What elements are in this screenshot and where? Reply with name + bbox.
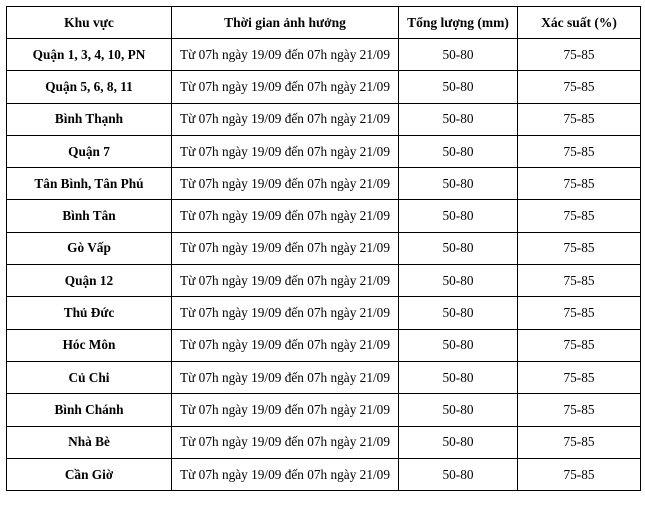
- rainfall-forecast-sheet: [6, 6, 640, 494]
- cell-total-rainfall: 50-80: [399, 297, 518, 329]
- table-row: [7, 329, 641, 361]
- cell-probability: 75-85: [518, 426, 641, 458]
- cell-total-rainfall: 50-80: [399, 426, 518, 458]
- cell-time-range: Từ 07h ngày 19/09 đến 07h ngày 21/09: [172, 297, 399, 329]
- cell-probability: 75-85: [518, 135, 641, 167]
- table-row: [7, 297, 641, 329]
- cell-time-range: Từ 07h ngày 19/09 đến 07h ngày 21/09: [172, 361, 399, 393]
- cell-area: Củ Chi: [7, 361, 172, 393]
- table-row: [7, 361, 641, 393]
- cell-total-rainfall: 50-80: [399, 168, 518, 200]
- table-body: [7, 39, 641, 491]
- cell-time-range: Từ 07h ngày 19/09 đến 07h ngày 21/09: [172, 168, 399, 200]
- cell-total-rainfall: 50-80: [399, 135, 518, 167]
- cell-time-range: Từ 07h ngày 19/09 đến 07h ngày 21/09: [172, 232, 399, 264]
- header-area: Khu vực: [7, 7, 172, 39]
- cell-area: Tân Bình, Tân Phú: [7, 168, 172, 200]
- cell-area: Thủ Đức: [7, 297, 172, 329]
- cell-total-rainfall: 50-80: [399, 71, 518, 103]
- cell-area: Quận 12: [7, 265, 172, 297]
- cell-total-rainfall: 50-80: [399, 361, 518, 393]
- header-probability: Xác suất (%): [518, 7, 641, 39]
- cell-total-rainfall: 50-80: [399, 394, 518, 426]
- cell-area: Bình Chánh: [7, 394, 172, 426]
- cell-probability: 75-85: [518, 458, 641, 490]
- cell-probability: 75-85: [518, 232, 641, 264]
- cell-total-rainfall: 50-80: [399, 458, 518, 490]
- table-row: [7, 265, 641, 297]
- rainfall-forecast-table: [6, 6, 641, 491]
- table-row: [7, 232, 641, 264]
- cell-time-range: Từ 07h ngày 19/09 đến 07h ngày 21/09: [172, 103, 399, 135]
- cell-time-range: Từ 07h ngày 19/09 đến 07h ngày 21/09: [172, 426, 399, 458]
- table-row: [7, 135, 641, 167]
- table-row: [7, 168, 641, 200]
- cell-time-range: Từ 07h ngày 19/09 đến 07h ngày 21/09: [172, 458, 399, 490]
- cell-total-rainfall: 50-80: [399, 200, 518, 232]
- table-row: [7, 71, 641, 103]
- cell-total-rainfall: 50-80: [399, 39, 518, 71]
- cell-area: Bình Thạnh: [7, 103, 172, 135]
- table-row: [7, 426, 641, 458]
- table-row: [7, 103, 641, 135]
- table-row: [7, 200, 641, 232]
- header-total-rainfall: Tổng lượng (mm): [399, 7, 518, 39]
- cell-area: Bình Tân: [7, 200, 172, 232]
- cell-total-rainfall: 50-80: [399, 103, 518, 135]
- cell-time-range: Từ 07h ngày 19/09 đến 07h ngày 21/09: [172, 394, 399, 426]
- cell-total-rainfall: 50-80: [399, 329, 518, 361]
- cell-probability: 75-85: [518, 394, 641, 426]
- cell-probability: 75-85: [518, 361, 641, 393]
- cell-area: Quận 7: [7, 135, 172, 167]
- cell-time-range: Từ 07h ngày 19/09 đến 07h ngày 21/09: [172, 329, 399, 361]
- cell-probability: 75-85: [518, 329, 641, 361]
- cell-probability: 75-85: [518, 39, 641, 71]
- header-time-range: Thời gian ảnh hưởng: [172, 7, 399, 39]
- cell-total-rainfall: 50-80: [399, 265, 518, 297]
- cell-area: Nhà Bè: [7, 426, 172, 458]
- cell-probability: 75-85: [518, 71, 641, 103]
- table-header-row: [7, 7, 641, 39]
- cell-probability: 75-85: [518, 200, 641, 232]
- cell-probability: 75-85: [518, 168, 641, 200]
- cell-area: Quận 1, 3, 4, 10, PN: [7, 39, 172, 71]
- table-row: [7, 39, 641, 71]
- cell-time-range: Từ 07h ngày 19/09 đến 07h ngày 21/09: [172, 135, 399, 167]
- cell-area: Cần Giờ: [7, 458, 172, 490]
- cell-area: Gò Vấp: [7, 232, 172, 264]
- cell-probability: 75-85: [518, 265, 641, 297]
- cell-area: Hóc Môn: [7, 329, 172, 361]
- cell-probability: 75-85: [518, 103, 641, 135]
- table-row: [7, 394, 641, 426]
- cell-time-range: Từ 07h ngày 19/09 đến 07h ngày 21/09: [172, 200, 399, 232]
- cell-probability: 75-85: [518, 297, 641, 329]
- cell-area: Quận 5, 6, 8, 11: [7, 71, 172, 103]
- cell-total-rainfall: 50-80: [399, 232, 518, 264]
- cell-time-range: Từ 07h ngày 19/09 đến 07h ngày 21/09: [172, 39, 399, 71]
- cell-time-range: Từ 07h ngày 19/09 đến 07h ngày 21/09: [172, 265, 399, 297]
- table-row: [7, 458, 641, 490]
- cell-time-range: Từ 07h ngày 19/09 đến 07h ngày 21/09: [172, 71, 399, 103]
